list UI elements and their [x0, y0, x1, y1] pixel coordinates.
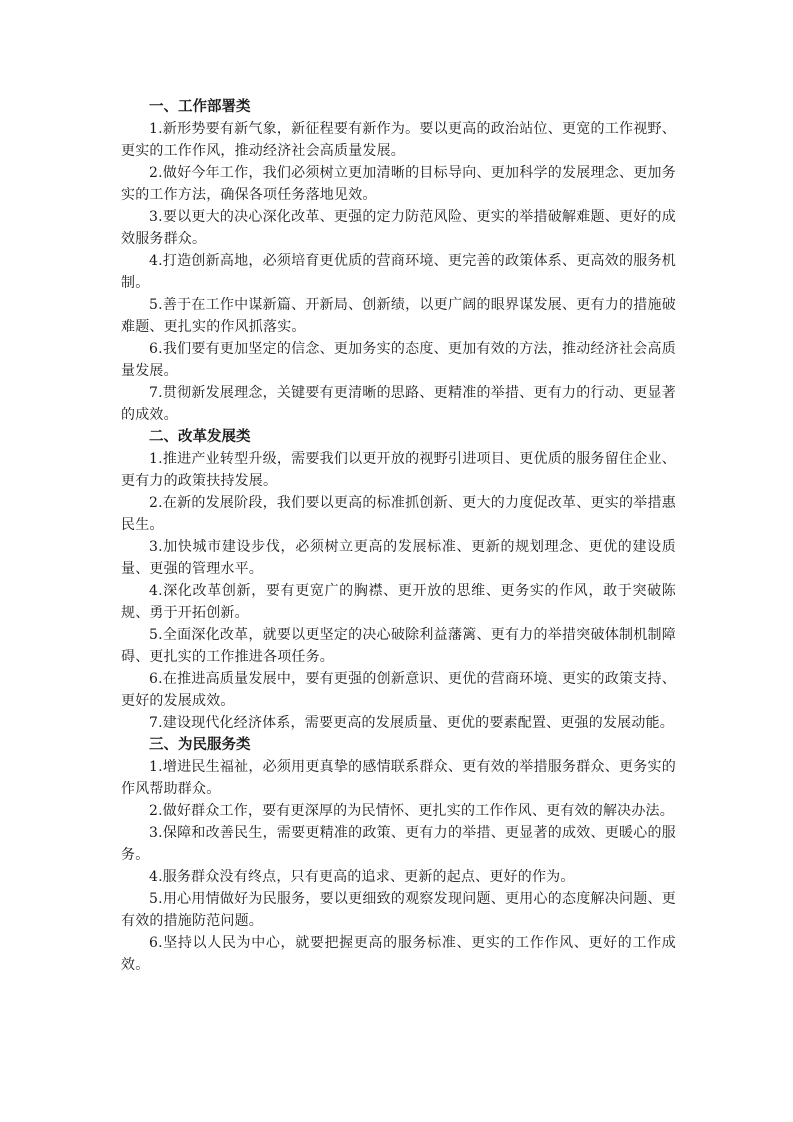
section-title: 三、为民服务类: [149, 737, 251, 753]
list-item: 2.做好群众工作，要有更深厚的为民情怀、更扎实的工作作风、更有效的解决办法。: [149, 803, 674, 819]
list-item: 1.新形势要有新气象，新征程要有新作为。要以更高的政治站位、更宽的工作视野、更实的工作作风，推动经济社会高质量发展。: [121, 121, 676, 159]
list-item: 5.善于在工作中谋新篇、开新局、创新绩，以更广阔的眼界谋发展、更有力的措施破难题、更扎实的作风抓落实。: [121, 297, 676, 335]
list-item: 1.增进民生福祉，必须用更真挚的感情联系群众、更有效的举措服务群众、更务实的作风帮助群众。: [121, 759, 676, 797]
list-item: 1.推进产业转型升级，需要我们以更开放的视野引进项目、更优质的服务留住企业、更有力的政策扶持发展。: [121, 451, 676, 489]
section-title: 二、改革发展类: [149, 429, 251, 445]
section-reform-development: [121, 426, 676, 734]
list-item: 3.要以更大的决心深化改革、更强的定力防范风险、更实的举措破解难题、更好的成效服务群众。: [121, 209, 676, 247]
document-body: [121, 96, 676, 976]
list-item: 3.加快城市建设步伐，必须树立更高的发展标准、更新的规划理念、更优的建设质量、更强的管理水平。: [121, 539, 676, 577]
list-item: 4.服务群众没有终点，只有更高的追求、更新的起点、更好的作为。: [149, 869, 575, 885]
list-item: 4.打造创新高地，必须培育更优质的营商环境、更完善的政策体系、更高效的服务机制。: [121, 253, 676, 291]
list-item: 6.坚持以人民为中心，就要把握更高的服务标准、更实的工作作风、更好的工作成效。: [121, 935, 676, 973]
section-serving-people: [121, 734, 676, 976]
list-item: 3.保障和改善民生，需要更精准的政策、更有力的举措、更显著的成效、更暖心的服务。: [121, 825, 676, 863]
section-work-deployment: [121, 96, 676, 426]
list-item: 4.深化改革创新，要有更宽广的胸襟、更开放的思维、更务实的作风，敢于突破陈规、勇于开拓创新。: [121, 583, 676, 621]
list-item: 5.全面深化改革，就要以更坚定的决心破除利益藩篱、更有力的举措突破体制机制障碍、更扎实的工作推进各项任务。: [121, 627, 676, 665]
list-item: 2.在新的发展阶段，我们要以更高的标准抓创新、更大的力度促改革、更实的举措惠民生。: [121, 495, 676, 533]
list-item: 2.做好今年工作，我们必须树立更加清晰的目标导向、更加科学的发展理念、更加务实的工作方法，确保各项任务落地见效。: [121, 165, 676, 203]
list-item: 7.贯彻新发展理念，关键要有更清晰的思路、更精准的举措、更有力的行动、更显著的成效。: [121, 385, 676, 423]
list-item: 6.我们要有更加坚定的信念、更加务实的态度、更加有效的方法，推动经济社会高质量发展。: [121, 341, 676, 379]
list-item: 5.用心用情做好为民服务，要以更细致的观察发现问题、更用心的态度解决问题、更有效的措施防范问题。: [121, 891, 676, 929]
list-item: 7.建设现代化经济体系，需要更高的发展质量、更优的要素配置、更强的发展动能。: [149, 715, 674, 731]
section-title: 一、工作部署类: [149, 99, 251, 115]
list-item: 6.在推进高质量发展中，要有更强的创新意识、更优的营商环境、更实的政策支持、更好的发展成效。: [121, 671, 676, 709]
